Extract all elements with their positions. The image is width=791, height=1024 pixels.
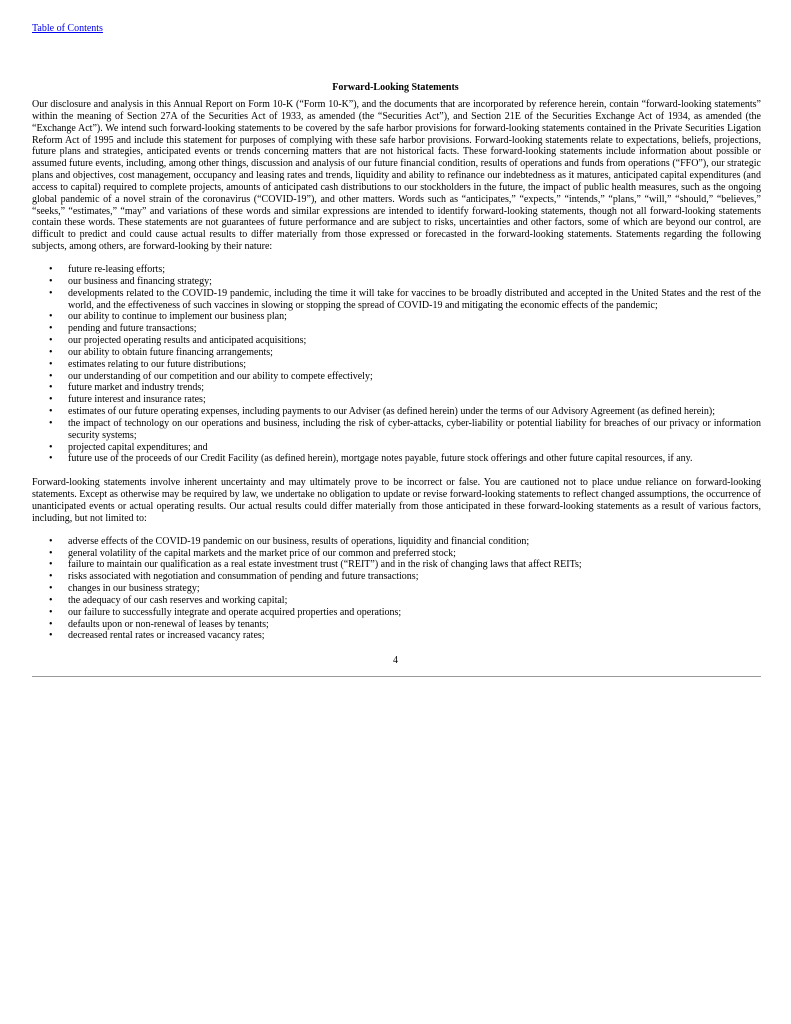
list-item-text: future interest and insurance rates; xyxy=(68,394,206,406)
list-item xyxy=(32,442,761,454)
list-item-text: future market and industry trends; xyxy=(68,382,205,394)
list-item-text: our failure to successfully integrate and operate acquired properties and operations; xyxy=(68,606,402,618)
bullet-icon: • xyxy=(49,335,53,347)
list-item xyxy=(32,371,761,383)
table-of-contents-link[interactable]: Table of Contents xyxy=(32,23,103,34)
list-item xyxy=(32,382,761,394)
bullet-icon: • xyxy=(49,382,53,394)
list-item-text: pending and future transactions; xyxy=(68,323,197,335)
bullet-icon: • xyxy=(49,453,53,465)
bullet-icon: • xyxy=(49,263,53,275)
page-divider xyxy=(32,676,761,677)
bullet-icon: • xyxy=(49,394,53,406)
list-item xyxy=(32,571,761,583)
list-item-text: risks associated with negotiation and consummation of pending and future transactions; xyxy=(68,571,419,583)
list-item-text: our ability to continue to implement our business plan; xyxy=(68,311,287,323)
document-body xyxy=(32,99,761,654)
list-item-text: the impact of technology on our operations and business, including the risk of cyber-attacks, cyber-liability or potential liability for breaches of our privacy or information security systems; xyxy=(68,417,761,441)
list-item-text: developments related to the COVID-19 pandemic, including the time it will take for vaccines to be broadly distributed and accepted in the United States and the rest of the world, and the effectiveness of such vaccines in slowing or stopping the spread of COVID-19 and mitigating the economic effects of the pandemic; xyxy=(68,287,761,311)
list-item xyxy=(32,607,761,619)
list-item-text: our projected operating results and anticipated acquisitions; xyxy=(68,335,307,347)
list-item xyxy=(32,453,761,465)
list-item-text: decreased rental rates or increased vacancy rates; xyxy=(68,630,265,642)
bullet-icon: • xyxy=(49,406,53,418)
list-item-text: general volatility of the capital markets and the market price of our common and preferred stock; xyxy=(68,547,456,559)
list-item xyxy=(32,359,761,371)
list-item-text: the adequacy of our cash reserves and working capital; xyxy=(68,594,288,606)
bullet-icon: • xyxy=(49,323,53,335)
bullet-icon: • xyxy=(49,287,53,299)
list-item xyxy=(32,559,761,571)
bullet-icon: • xyxy=(49,346,53,358)
forward-looking-subjects-list xyxy=(32,264,761,465)
bullet-icon: • xyxy=(49,358,53,370)
bullet-icon: • xyxy=(49,535,53,547)
list-item-text: adverse effects of the COVID-19 pandemic on our business, results of operations, liquidity and financial condition; xyxy=(68,535,530,547)
list-item xyxy=(32,583,761,595)
list-item-text: future re-leasing efforts; xyxy=(68,263,165,275)
list-item-text: failure to maintain our qualification as a real estate investment trust (“REIT”) and in the risk of changing laws that affect REITs; xyxy=(68,559,582,571)
list-item-text: defaults upon or non-renewal of leases by tenants; xyxy=(68,618,269,630)
bullet-icon: • xyxy=(49,311,53,323)
list-item xyxy=(32,288,761,312)
bullet-icon: • xyxy=(49,559,53,571)
bullet-icon: • xyxy=(49,571,53,583)
list-item-text: estimates of our future operating expenses, including payments to our Adviser (as defined herein) under the terms of our Advisory Agreement (as defined herein); xyxy=(68,406,716,418)
list-item-text: future use of the proceeds of our Credit Facility (as defined herein), mortgage notes payable, future stock offerings and other future capital resources, if any. xyxy=(68,453,693,465)
section-title: Forward-Looking Statements xyxy=(332,82,459,93)
list-item-text: projected capital expenditures; and xyxy=(68,441,208,453)
list-item xyxy=(32,264,761,276)
bullet-icon: • xyxy=(49,594,53,606)
bullet-icon: • xyxy=(49,370,53,382)
list-item-text: our understanding of our competition and our ability to compete effectively; xyxy=(68,370,373,382)
list-item xyxy=(32,311,761,323)
list-item-text: estimates relating to our future distributions; xyxy=(68,358,247,370)
bullet-icon: • xyxy=(49,417,53,429)
list-item xyxy=(32,335,761,347)
bullet-icon: • xyxy=(49,547,53,559)
bullet-icon: • xyxy=(49,630,53,642)
bullet-icon: • xyxy=(49,618,53,630)
page-number: 4 xyxy=(393,655,398,666)
list-item-text: our ability to obtain future financing arrangements; xyxy=(68,346,273,358)
list-item-text: our business and financing strategy; xyxy=(68,275,212,287)
bullet-icon: • xyxy=(49,441,53,453)
bullet-icon: • xyxy=(49,583,53,595)
list-item xyxy=(32,347,761,359)
list-item xyxy=(32,323,761,335)
list-item xyxy=(32,548,761,560)
bullet-icon: • xyxy=(49,606,53,618)
list-item xyxy=(32,276,761,288)
list-item-text: changes in our business strategy; xyxy=(68,583,200,595)
risk-paragraph: Forward-looking statements involve inherent uncertainty and may ultimately prove to be incorrect or false. You are cautioned not to place undue reliance on forward-looking statements. Except as otherwise may be required by law, we undertake no obligation to update or revise forward-looking statements to reflect changed assumptions, the occurrence of unanticipated events or actual operating results. Our actual results could differ materially from those anticipated in these forward-looking statements as a result of various factors, including, but not limited to: xyxy=(32,477,761,524)
list-item xyxy=(32,619,761,631)
bullet-icon: • xyxy=(49,275,53,287)
list-item xyxy=(32,595,761,607)
intro-paragraph: Our disclosure and analysis in this Annual Report on Form 10-K (“Form 10-K”), and the documents that are incorporated by reference herein, contain “forward-looking statements” within the meaning of Section 27A of the Securities Act of 1933, as amended (the “Securities Act”), and Section 21E of the Securities Exchange Act of 1934, as amended (the “Exchange Act”). We intend such forward-looking statements to be covered by the safe harbor provisions for forward-looking statements contained in the Private Securities Ligation Reform Act of 1995 and include this statement for purposes of complying with these safe harbor provisions. Forward-looking statements relate to expectations, beliefs, projections, future plans and strategies, anticipated events or trends concerning matters that are not historical facts. These forward-looking statements include information about possible or assumed future events, including, among other things, discussion and analysis of our future financial condition, results of operations and funds from operations (“FFO”), our strategic plans and objectives, cost management, occupancy and leasing rates and trends, liquidity and ability to refinance our indebtedness as it matures, anticipated capital expenditures (and access to capital) required to complete projects, amounts of anticipated cash distributions to our stockholders in the future, the impact of public health measures, such as the ongoing global pandemic of a novel strain of the coronavirus (“COVID-19”), and other matters. Words such as “anticipates,” “expects,” “intends,” “plans,” “will,” “should,” “believes,” “seeks,” “estimates,” “may” and variations of these words and similar expressions are intended to identify forward-looking statements, though not all forward-looking statements contain these words. These statements are not guarantees of future performance and are subject to risks, uncertainties and other factors, some of which are beyond our control, are difficult to predict and could cause actual results to differ materially from those expressed or forecasted in the forward-looking statements. Statements regarding the following subjects, among others, are forward-looking by their nature: xyxy=(32,99,761,253)
list-item xyxy=(32,630,761,642)
list-item xyxy=(32,406,761,418)
list-item xyxy=(32,418,761,442)
list-item xyxy=(32,536,761,548)
list-item xyxy=(32,394,761,406)
risk-factors-list xyxy=(32,536,761,643)
